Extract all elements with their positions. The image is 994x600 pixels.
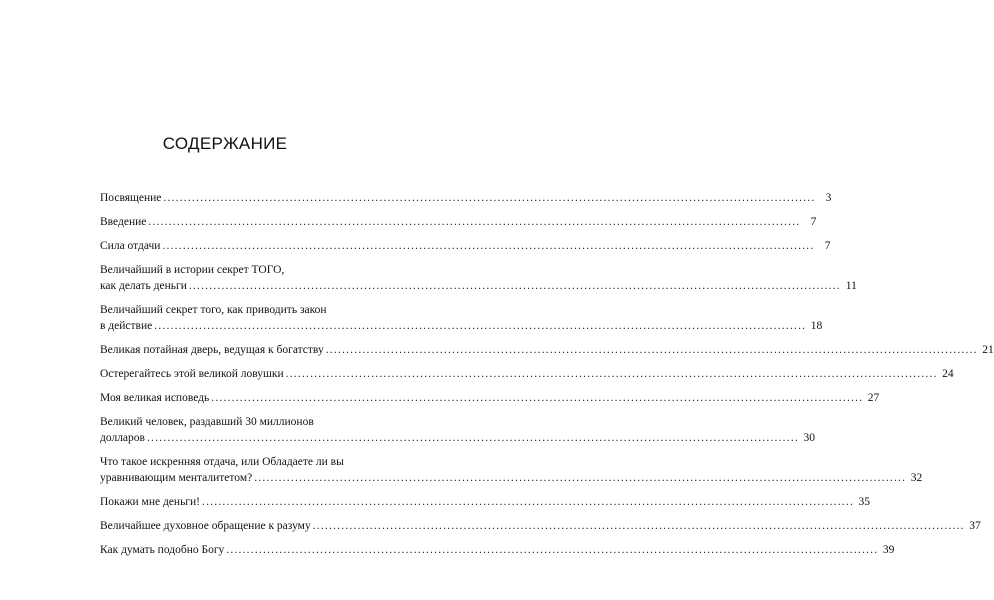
- toc-entry-row: [100, 494, 871, 510]
- dot-leader: ................................................................................................................................................................: [154, 320, 807, 332]
- toc-entry: [100, 238, 831, 254]
- toc-entry-title-line: Остерегайтесь этой великой ловушки: [100, 368, 284, 380]
- entry-spacer: [100, 334, 356, 342]
- entry-spacer: [100, 358, 356, 366]
- toc-entry-title-line: в действие: [100, 320, 153, 332]
- toc-page-number: 18: [810, 320, 823, 332]
- toc-entry: [100, 366, 954, 382]
- dot-leader: ................................................................................................................................................................: [148, 216, 801, 228]
- entry-spacer: [100, 230, 356, 238]
- toc-entry-title-line: Величайшее духовное обращение к разуму: [100, 520, 311, 532]
- dot-leader: ................................................................................................................................................................: [146, 432, 799, 444]
- toc-page-number: 7: [824, 240, 831, 252]
- entry-spacer: [100, 486, 356, 494]
- toc-entry: [100, 414, 815, 446]
- toc-entry-title-line: Великий человек, раздавший 30 миллионов: [100, 416, 314, 428]
- table-of-contents: [100, 190, 994, 558]
- toc-entry: [100, 190, 832, 206]
- toc-entry-row: [100, 318, 823, 334]
- toc-entry-row: [100, 238, 831, 254]
- dot-leader: ................................................................................................................................................................: [325, 344, 978, 356]
- toc-page-number: 39: [882, 544, 895, 556]
- toc-entry-title-line: Великая потайная дверь, ведущая к богатству: [100, 344, 324, 356]
- dot-leader: ................................................................................................................................................................: [162, 240, 815, 252]
- toc-page-number: 32: [910, 472, 923, 484]
- toc-entry-row: [100, 342, 994, 358]
- toc-entry: [100, 494, 871, 510]
- toc-page-number: 27: [867, 392, 880, 404]
- toc-entry-title-line: Введение: [100, 216, 147, 228]
- toc-page-number: 37: [969, 520, 981, 532]
- toc-entry-row: [100, 518, 981, 534]
- toc-entry-title-line: Посвящение: [100, 192, 162, 204]
- toc-entry-row: [100, 542, 895, 558]
- toc-entry: [100, 518, 981, 534]
- dot-leader: ................................................................................................................................................................: [226, 544, 879, 556]
- toc-entry: [100, 390, 880, 406]
- dot-leader: ................................................................................................................................................................: [211, 392, 864, 404]
- toc-entry: [100, 454, 923, 486]
- toc-entry-row: [100, 430, 815, 446]
- toc-page-number: 21: [982, 344, 994, 356]
- toc-page-number: 3: [825, 192, 832, 204]
- dot-leader: ................................................................................................................................................................: [285, 368, 938, 380]
- toc-entry-title-line: Как думать подобно Богу: [100, 544, 225, 556]
- entry-spacer: [100, 206, 356, 214]
- toc-entry-title-line: Величайший секрет того, как приводить закон: [100, 304, 327, 316]
- toc-entry: [100, 214, 817, 230]
- toc-entry-row: [100, 390, 880, 406]
- toc-page-number: 24: [942, 368, 954, 380]
- toc-entry-title-line: Величайший в истории секрет ТОГО,: [100, 264, 285, 276]
- entry-spacer: [100, 406, 356, 414]
- toc-entry-title-line: Покажи мне деньги!: [100, 496, 201, 508]
- toc-entry-row: [100, 470, 923, 486]
- toc-entry-row: [100, 214, 817, 230]
- entry-spacer: [100, 446, 356, 454]
- toc-page-number: 35: [858, 496, 871, 508]
- toc-entry-title-line: уравнивающим менталитетом?: [100, 472, 253, 484]
- entry-spacer: [100, 534, 356, 542]
- entry-spacer: [100, 510, 356, 518]
- toc-page-number: 30: [803, 432, 815, 444]
- toc-page-number: 7: [810, 216, 817, 228]
- toc-entry-title-line: как делать деньги: [100, 280, 187, 292]
- entry-spacer: [100, 294, 356, 302]
- toc-entry-title-line: Что такое искренняя отдача, или Обладаете ли вы: [100, 456, 344, 468]
- toc-entry: [100, 342, 994, 358]
- toc-entry: [100, 302, 823, 334]
- toc-entry-row: [100, 366, 954, 382]
- toc-entry: [100, 262, 857, 294]
- dot-leader: ................................................................................................................................................................: [254, 472, 907, 484]
- toc-page-number: 11: [845, 280, 857, 292]
- dot-leader: ................................................................................................................................................................: [202, 496, 855, 508]
- dot-leader: ................................................................................................................................................................: [312, 520, 965, 532]
- toc-entry-row: [100, 278, 857, 294]
- toc-entry-row: [100, 190, 832, 206]
- toc-entry-title-line: Сила отдачи: [100, 240, 161, 252]
- entry-spacer: [100, 254, 356, 262]
- toc-entry: [100, 542, 895, 558]
- page-title: СОДЕРЖАНИЕ: [162, 134, 288, 153]
- entry-spacer: [100, 382, 356, 390]
- toc-entry-title-line: Моя великая исповедь: [100, 392, 210, 404]
- dot-leader: ................................................................................................................................................................: [188, 280, 841, 292]
- dot-leader: ................................................................................................................................................................: [163, 192, 816, 204]
- toc-entry-title-line: долларов: [100, 432, 145, 444]
